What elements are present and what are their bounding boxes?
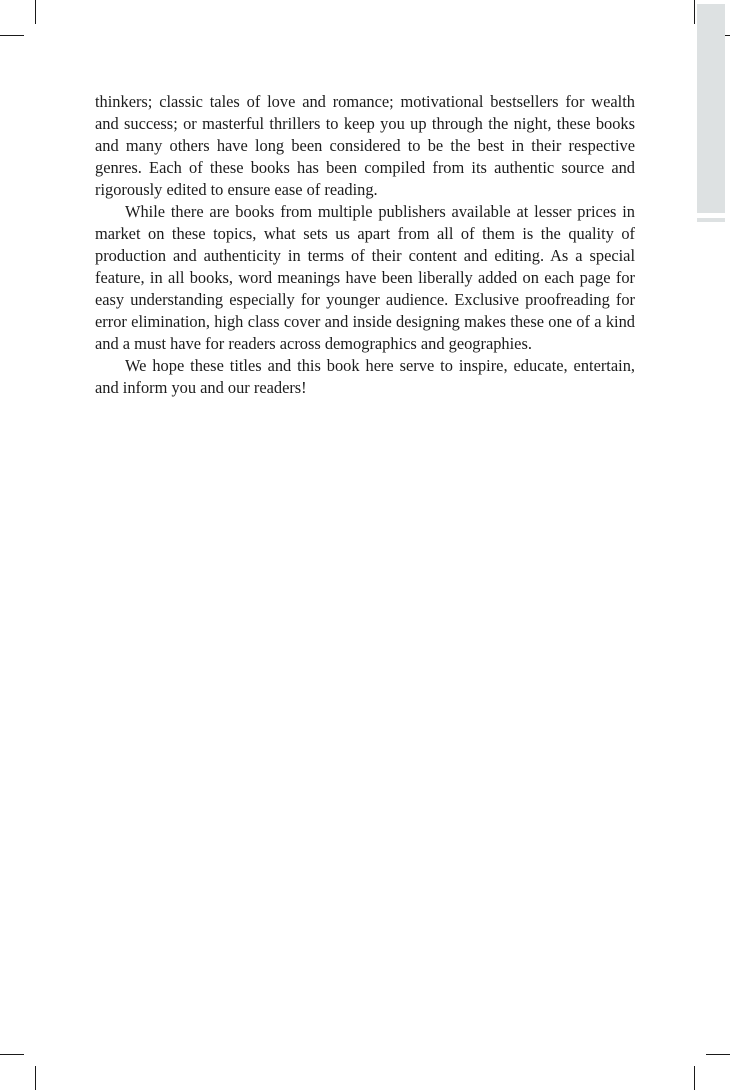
crop-mark-bottom-left-horizontal xyxy=(0,1054,24,1055)
crop-mark-bottom-right-vertical xyxy=(694,1066,695,1090)
paragraph-3: We hope these titles and this book here serve to inspire, educate, entertain, and inform you and our readers! xyxy=(95,356,635,397)
thumb-tab xyxy=(697,4,725,213)
crop-mark-top-left-horizontal xyxy=(0,35,24,36)
paragraph-2: While there are books from multiple publishers available at lesser prices in market on these topics, what sets us apart from all of them is the quality of production and authenticity in terms of their content and editing. As a special feature, in all books, word meanings have been liberally added on each page for easy understanding especially for younger audience. Exclusive proofreading for error elimination, high class cover and inside designing makes these one of a kind and a must have for readers across demographics and geographies. xyxy=(95,202,635,353)
crop-mark-top-right-vertical xyxy=(694,0,695,24)
crop-mark-bottom-left-vertical xyxy=(35,1066,36,1090)
crop-mark-bottom-right-horizontal xyxy=(706,1054,730,1055)
crop-mark-top-left-vertical xyxy=(35,0,36,24)
body-text xyxy=(95,91,635,399)
paragraph-1: thinkers; classic tales of love and romance; motivational bestsellers for wealth and success; or masterful thrillers to keep you up through the night, these books and many others have long been considered to be the best in their respective genres. Each of these books has been compiled from its authentic source and rigorously edited to ensure ease of reading. xyxy=(95,92,635,199)
thumb-tab-underline xyxy=(697,218,725,222)
